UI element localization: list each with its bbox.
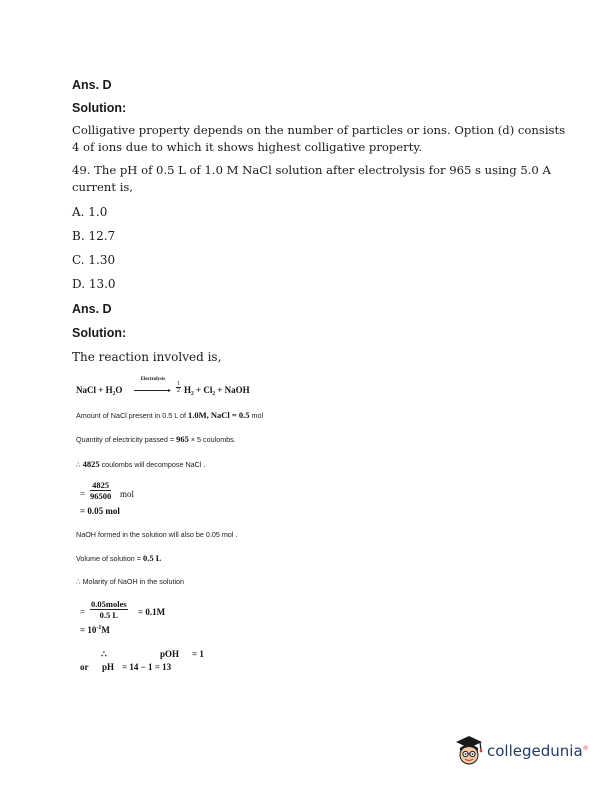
equals-sign: =	[80, 607, 86, 617]
option-a: A. 1.0	[72, 205, 108, 219]
fraction-numerator: 0.05moles	[91, 599, 127, 609]
decompose-line	[76, 459, 205, 469]
fraction-numerator: 4825	[90, 480, 111, 491]
quantity-rest: × 5 coulombs.	[188, 435, 236, 444]
power-base: = 10	[80, 625, 97, 635]
ph-value: = 14 − 1 = 13	[122, 662, 172, 672]
therefore-icon: ∴	[101, 649, 107, 659]
molarity-line: ∴ Molarity of NaOH in the solution	[76, 577, 185, 586]
amount-line	[76, 410, 263, 420]
quantity-value: 965	[176, 434, 189, 444]
naoh-line: NaOH formed in the solution will also be 0.05 mol .	[76, 530, 238, 539]
reaction-reactants: NaCl + H₂O	[76, 385, 123, 395]
reaction-products: H₂ + Cl₂ + NaOH	[184, 385, 250, 395]
half-num: 1	[177, 381, 180, 387]
brand-wordmark: collegedunia	[487, 742, 583, 760]
poh-label: pOH	[160, 649, 180, 659]
amount-value: 1.0M, NaCl = 0.5	[188, 410, 250, 420]
fraction-molarity	[90, 599, 128, 621]
brand-name	[487, 742, 589, 760]
option-b: B. 12.7	[72, 229, 116, 243]
volume-text: Volume of solution =	[76, 554, 143, 563]
solution-heading: Solution:	[72, 326, 127, 340]
moles-result: = 0.05 mol	[80, 506, 120, 516]
equals-sign: =	[80, 489, 86, 499]
question-text-line: 49. The pH of 0.5 L of 1.0 M NaCl solution after electrolysis for 965 s using 5.0 A	[72, 163, 551, 177]
molarity-power-result	[80, 625, 110, 635]
quantity-line	[76, 434, 236, 444]
option-c: C. 1.30	[72, 253, 116, 267]
fraction-denominator: 96500	[90, 491, 112, 501]
ph-label: pH	[102, 662, 115, 672]
reaction-intro: The reaction involved is,	[72, 350, 222, 364]
solution-text-line: 4 of ions due to which it shows highest colligative property.	[72, 140, 423, 154]
arrow-label: Electrolysis	[140, 377, 166, 382]
answer-label: Ans. D	[72, 78, 112, 92]
half-den: 2	[177, 388, 180, 394]
reaction-arrow	[134, 390, 170, 391]
amount-unit: mol	[249, 411, 264, 420]
answer-label: Ans. D	[72, 302, 112, 316]
half-fraction	[176, 381, 181, 395]
therefore-icon: ∴	[76, 460, 83, 469]
solution-heading: Solution:	[72, 101, 127, 115]
volume-line	[76, 553, 161, 563]
decompose-rest: coulombs will decompose NaCl .	[99, 460, 206, 469]
or-label: or	[80, 662, 89, 672]
solution-text-line: Colligative property depends on the number of particles or ions. Option (d) consists	[72, 123, 566, 137]
arrow-head-icon: ▸	[168, 387, 172, 394]
quantity-text: Quantity of electricity passed =	[76, 435, 177, 444]
poh-value: = 1	[192, 649, 204, 659]
fraction-moles	[90, 480, 111, 502]
fraction-denominator: 0.5 L	[99, 610, 119, 620]
power-exponent: -1	[96, 625, 102, 631]
molarity-result: = 0.1M	[138, 607, 166, 617]
brand-trademark: ®	[582, 745, 589, 752]
option-d: D. 13.0	[72, 277, 116, 291]
fraction-unit: mol	[120, 489, 135, 499]
volume-value: 0.5 L	[142, 553, 162, 563]
question-text-line: current is,	[72, 180, 134, 194]
decompose-value: 4825	[82, 459, 100, 469]
amount-text: Amount of NaCl present in 0.5 L of	[76, 411, 188, 420]
power-unit: M	[101, 625, 110, 635]
mascot-logo-icon	[452, 733, 486, 767]
